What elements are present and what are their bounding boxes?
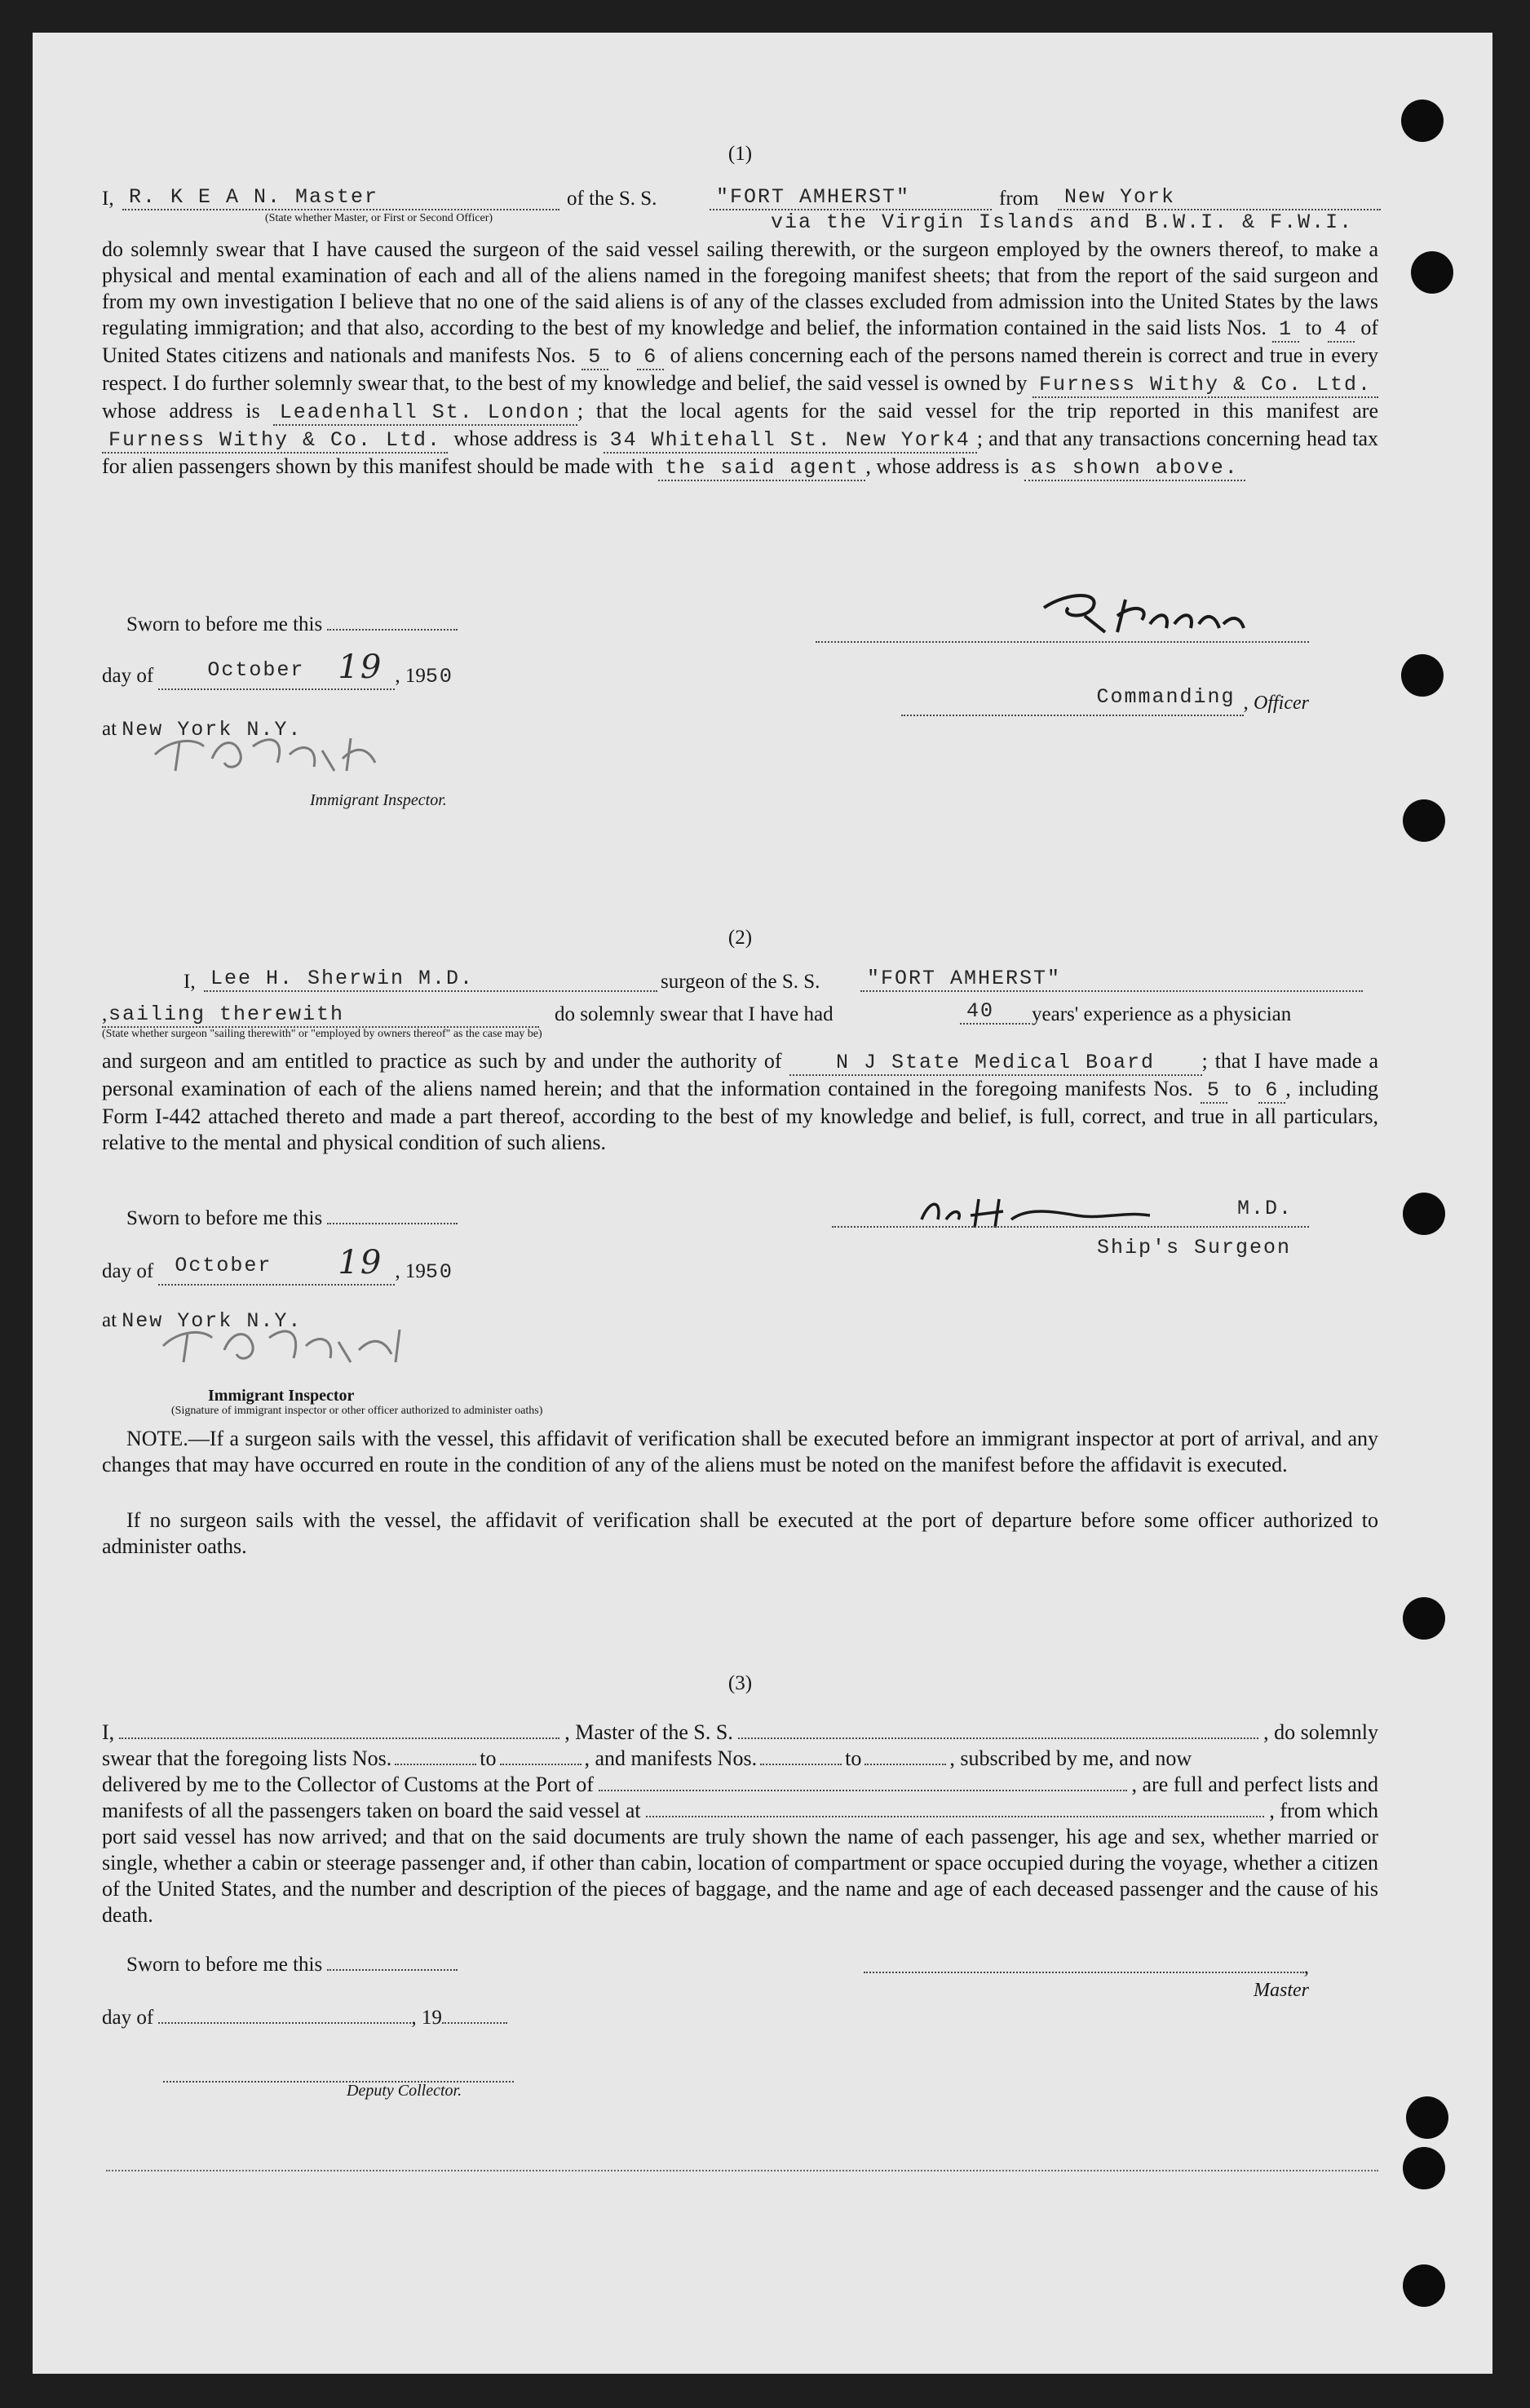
oath-text: , from which: [1269, 1799, 1378, 1822]
oath-text: and surgeon and am entitled to practice as such by and under the authority of: [102, 1049, 782, 1073]
place-field: New York N.Y.: [122, 1309, 303, 1333]
md-label: M.D.: [1236, 1197, 1293, 1220]
punch-hole: [1401, 100, 1444, 142]
commanding-field: Commanding: [1096, 685, 1236, 709]
inspector-signature: [147, 722, 391, 779]
oath-text: that the local agents for the said vessel for the trip reported in this manifest are: [596, 399, 1378, 423]
master-label: Master: [1254, 1980, 1309, 2001]
day-field: 19: [338, 648, 383, 686]
oath-text: delivered by me to the Collector of Customs at the Port of: [102, 1773, 594, 1796]
agents-address-field: 34 Whitehall St. New York4: [604, 429, 977, 454]
punch-hole: [1411, 251, 1453, 294]
oath-text: , whose address is: [865, 454, 1019, 478]
month-field: October: [175, 1254, 272, 1277]
sailing-note: (State whether surgeon "sailing therewith" or "employed by owners thereof" as the case may be): [102, 1028, 542, 1040]
oath-text: including Form I-442 attached thereto and made a part thereof, according to the best of my knowledge and belief, is full, correct, and true in all particulars, relative to the mental and physical condition of such aliens.: [102, 1077, 1378, 1154]
oath-text: I,: [102, 1720, 115, 1744]
master-oath-paragraph: [102, 1720, 1378, 1928]
of-ss-label: of the S. S.: [567, 188, 657, 210]
oath-text: port said vessel has now arrived; and that on the said documents are truly shown the name of each passenger, his age and sex, whether married or single, whether a cabin or steerage passenger and, if other than cabin, location of compartment or space occupied during the voyage, whether a citizen of the United States, and the number and description of the pieces of baggage, and the name and age of each deceased passenger and the cause of his death.: [102, 1825, 1378, 1927]
sworn-text: Sworn to before me this: [126, 1207, 323, 1229]
year-prefix: 19: [421, 2007, 442, 2029]
oath-text: to: [845, 1746, 862, 1770]
year-prefix: 19: [405, 665, 426, 687]
oath-text: , subscribed by me, and now: [949, 1746, 1192, 1770]
sworn-label: [126, 1207, 458, 1230]
sailing-field: sailing therewith: [102, 1003, 539, 1028]
manifest-affidavit-page: [33, 33, 1492, 2374]
manifests-to-field: 6: [637, 346, 664, 370]
surgeon-name-field: Lee H. Sherwin M.D.: [204, 967, 657, 992]
sworn-label: [126, 613, 458, 636]
oath-text: swear that the foregoing lists Nos.: [102, 1746, 392, 1770]
ship-name-field: "FORT AMHERST": [860, 967, 1363, 992]
year-field: 50: [425, 665, 453, 688]
oath-text: of United States citizens and nationals and manifests Nos.: [102, 316, 1379, 367]
note-label: NOTE.: [126, 1427, 188, 1450]
oath-text: whose address is: [453, 427, 598, 450]
punch-hole: [1406, 2096, 1448, 2139]
capacity-note: (State whether Master, or First or Second Officer): [265, 212, 493, 224]
at-label: at: [102, 1309, 117, 1331]
date-line: day of October 19 , 1950: [102, 648, 453, 688]
oath-text: , and manifests Nos.: [584, 1746, 758, 1770]
officer-line: Commanding , Officer: [816, 692, 1309, 716]
day-of-label: day of: [102, 1260, 154, 1282]
year-field: 50: [425, 1260, 453, 1284]
deputy-collector-caption: Deputy Collector.: [347, 2082, 462, 2100]
punch-hole: [1403, 799, 1445, 842]
bottom-divider: [106, 2170, 1378, 2171]
years-field: 40: [960, 1000, 1030, 1025]
punch-hole: [1403, 2264, 1445, 2307]
oath-text: , are full and perfect lists and: [1131, 1773, 1378, 1796]
to-label: to: [1305, 316, 1322, 339]
via-ports: via the Virgin Islands and B.W.I. & F.W.I.: [771, 210, 1354, 234]
inspector-caption-note: (Signature of immigrant inspector or other officer authorized to administer oaths): [171, 1405, 543, 1417]
section-number: (2): [727, 927, 753, 949]
officer-label: Officer: [1254, 693, 1309, 714]
master-signature-line: , Master: [828, 1956, 1309, 2002]
lists-from-field: 1: [1272, 318, 1299, 343]
section-number: (1): [727, 143, 753, 165]
oath-text: that I have made a personal examination of each of the aliens named herein; and that the information contained in the foregoing manifests Nos.: [102, 1049, 1379, 1100]
address-label: whose address is: [102, 399, 260, 423]
authority-field: N J State Medical Board: [789, 1051, 1202, 1076]
oath-paragraph-2: and surgeon and am entitled to practice as such by and under the authority of N J State Medical Board ; that I have made a personal examination of each of the aliens named herein; and that the information contained in the foregoing manifests Nos. 5 to 6 , including Form I-442 attached thereto and made a part thereof, according to the best of my knowledge and belief, is full, correct, and true in all particulars, relative to the mental and physical condition of such aliens.: [102, 1049, 1379, 1154]
master-line: I, R. K E A N. Master (State whether Master, or First or Second Officer) of the S. S. "FORT AMHERST" from New York via the Virgin Islands and B.W.I. & F.W.I.: [102, 188, 1378, 237]
oath-text: do solemnly swear that I have caused the surgeon of the said vessel sailing therewith, or the surgeon employed by the owners thereof, to make a physical and mental examination of each and all of the aliens named in the foregoing manifest sheets; that from the report of the said surgeon and from my own investigation I believe that no one of the said aliens is of any of the classes excluded from admission into the United States by the laws regulating immigration; and that also, according to the best of my knowledge and belief, the information contained in the said lists Nos.: [102, 237, 1378, 339]
manifests-from-field: 5: [1201, 1079, 1227, 1104]
month-field: October: [207, 658, 305, 682]
oath-text: manifests of all the passengers taken on board the said vessel at: [102, 1799, 641, 1822]
owner-field: Furness Withy & Co. Ltd.: [1033, 374, 1378, 398]
inspector-caption: Immigrant Inspector.: [310, 791, 447, 809]
surgeon-line: I, Lee H. Sherwin M.D. surgeon of the S. S. "FORT AMHERST": [102, 971, 1378, 1020]
sworn-text: Sworn to before me this: [126, 613, 323, 635]
punch-hole: [1403, 2147, 1445, 2189]
master-name-field: R. K E A N. Master: [122, 186, 559, 210]
date-line: day of , 19: [102, 2007, 507, 2030]
oath-text: ; and that any transactions concerning head tax for alien passengers shown by this manifest should be made with: [102, 427, 1379, 478]
experience-text: years' experience as a physician: [1032, 1003, 1292, 1025]
oath-text: , Master of the S. S.: [564, 1720, 733, 1744]
punch-hole: [1403, 1193, 1445, 1235]
oath-text: to: [480, 1746, 497, 1770]
experience-text: do solemnly swear that I have had: [555, 1003, 834, 1025]
punch-hole: [1401, 654, 1444, 697]
inspector-caption: Immigrant Inspector: [208, 1387, 355, 1405]
day-field: 19: [338, 1244, 383, 1281]
section-number: (3): [727, 1672, 753, 1694]
md-line: [832, 1197, 1309, 1228]
lists-to-field: 4: [1328, 318, 1355, 343]
date-line: day of October 19 , 1950: [102, 1244, 453, 1284]
at-label: at: [102, 718, 117, 740]
sworn-text: Sworn to before me this: [126, 1954, 323, 1976]
place-field: New York N.Y.: [122, 718, 303, 741]
owner-address-field: Leadenhall St. London: [273, 401, 577, 426]
note-paragraph: [102, 1426, 1378, 1478]
note-text: —If a surgeon sails with the vessel, this affidavit of verification shall be executed before an immigrant inspector at port of arrival, and any changes that may have occurred en route in the condition of any of the aliens must be noted on the manifest before the affidavit is executed.: [102, 1427, 1378, 1476]
oath-text: , do solemnly: [1263, 1720, 1379, 1744]
sworn-label: [126, 1954, 458, 1976]
surgeon-of-label: surgeon of the S. S.: [661, 971, 820, 993]
oath-text: of aliens concerning each of the persons named therein is correct and true in every respect. I do further solemnly swear that, to the best of my knowledge and belief, the said vessel is owned by: [102, 343, 1379, 395]
manifests-from-field: 5: [581, 346, 608, 370]
head-tax-field: the said agent: [658, 457, 865, 481]
to-label: to: [614, 343, 631, 367]
year-prefix: 19: [405, 1260, 426, 1282]
ships-surgeon-label: Ship's Surgeon: [1097, 1236, 1292, 1259]
agents-field: Furness Withy & Co. Ltd.: [102, 429, 448, 454]
ship-name-field: "FORT AMHERST": [710, 186, 992, 210]
manifests-to-field: 6: [1258, 1079, 1285, 1104]
day-of-label: day of: [102, 665, 154, 687]
note-paragraph-2: If no surgeon sails with the vessel, the affidavit of verification shall be executed at the port of departure before some officer authorized to administer oaths.: [102, 1508, 1378, 1558]
oath-paragraph-1: do solemnly swear that I have caused the surgeon of the said vessel sailing therewith, or the surgeon employed by the owners thereof, to make a physical and mental examination of each and all of the aliens named in the foregoing manifest sheets; that from the report of the said surgeon and from my own investigation I believe that no one of the said aliens is of any of the classes excluded from admission into the United States by the laws regulating immigration; and that also, according to the best of my knowledge and belief, the information contained in the said lists Nos. 1 to 4 of United States citizens and nationals and manifests Nos. 5 to 6 of aliens concerning each of the persons named therein is correct and true in every respect. I do further solemnly swear that, to the best of my knowledge and belief, the said vessel is owned by Furness Withy & Co. Ltd. whose address is Leadenhall St. London ; that the local agents for the said vessel for the trip reported in this manifest are Furness Withy & Co. Ltd. whose address is 34 Whitehall St. New York4 ; and that any transactions concerning head tax for alien passengers shown by this manifest should be made with the said agent , whose address is as shown above.: [102, 237, 1379, 480]
head-tax-address-field: as shown above.: [1024, 457, 1245, 481]
sailing-line: sailing therewith , do solemnly swear that I have had 40 years' experience as a physician (State whether surgeon "sailing therewith" or "employed by owners thereof" as the case may be): [102, 999, 1292, 1040]
to-label: to: [1234, 1077, 1252, 1100]
inspector-signature: [155, 1313, 424, 1374]
day-of-label: day of: [102, 2007, 154, 2029]
from-label: from: [999, 188, 1039, 210]
from-port-field: New York: [1058, 186, 1381, 210]
punch-hole: [1403, 1597, 1445, 1640]
